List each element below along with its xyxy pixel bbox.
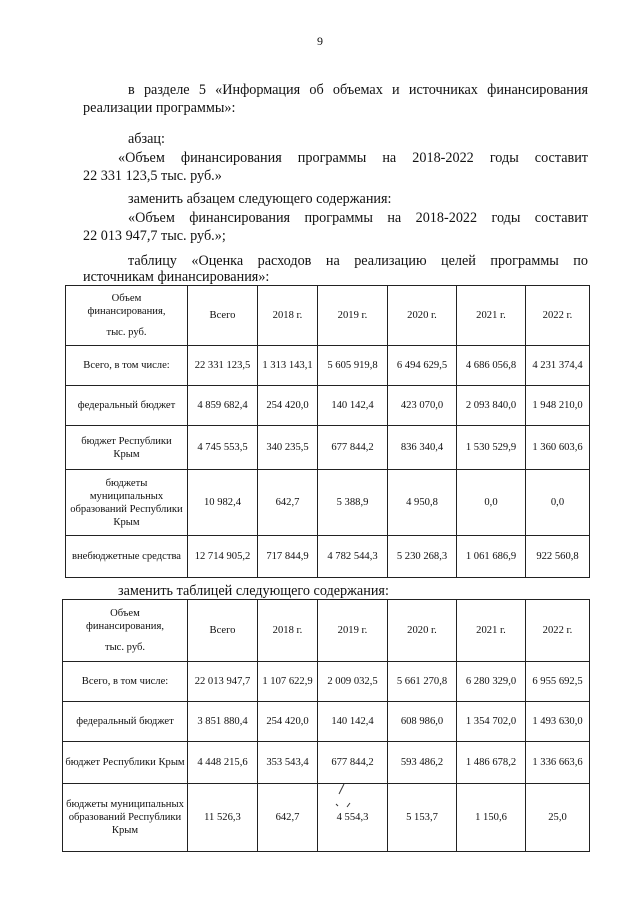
table-cell: 4 554,3 — [318, 784, 388, 852]
replace-table-label: заменить таблицей следующего содержания: — [118, 583, 389, 599]
table-cell: 4 782 544,3 — [318, 536, 388, 578]
table-intro-line-2: источникам финансирования»: — [83, 269, 270, 285]
replace-paragraph-label: заменить абзацем следующего содержания: — [128, 191, 392, 207]
new-table-header-row — [63, 600, 590, 662]
table-cell: 5 605 919,8 — [318, 346, 388, 386]
header-volume-line-2: финансирования, — [87, 306, 166, 317]
table-cell: 1 360 603,6 — [526, 426, 590, 470]
table-cell: 254 420,0 — [258, 386, 318, 426]
table-cell: 2 009 032,5 — [318, 662, 388, 702]
table-cell: 4 686 056,8 — [457, 346, 526, 386]
table-cell: 11 526,3 — [188, 784, 258, 852]
table-cell: 717 844,9 — [258, 536, 318, 578]
old-table-wrap — [65, 285, 590, 578]
table-cell: 836 340,4 — [388, 426, 457, 470]
header-2019: 2019 г. — [318, 600, 388, 662]
table-cell: 6 494 629,5 — [388, 346, 457, 386]
table-cell: 22 013 947,7 — [188, 662, 258, 702]
table-cell: 5 661 270,8 — [388, 662, 457, 702]
table-cell: 1 948 210,0 — [526, 386, 590, 426]
header-total: Всего — [188, 286, 258, 346]
table-row — [66, 386, 590, 426]
row-label: федеральный бюджет — [63, 702, 188, 742]
table-cell: 1 313 143,1 — [258, 346, 318, 386]
intro-line-2: реализации программы»: — [83, 100, 236, 116]
table-cell: 1 150,6 — [457, 784, 526, 852]
table-cell: 677 844,2 — [318, 426, 388, 470]
row-label: федеральный бюджет — [66, 386, 188, 426]
table-cell: 2 093 840,0 — [457, 386, 526, 426]
row-label: внебюджетные средства — [66, 536, 188, 578]
table-row — [66, 426, 590, 470]
table-cell: 922 560,8 — [526, 536, 590, 578]
table-cell: 5 388,9 — [318, 470, 388, 536]
header-2020: 2020 г. — [388, 600, 457, 662]
table-cell: 1 486 678,2 — [457, 742, 526, 784]
header-volume-cell — [66, 286, 188, 346]
table-cell: 1 107 622,9 — [258, 662, 318, 702]
header-volume-line-3: тыс. руб. — [104, 642, 146, 653]
table-cell: 4 448 215,6 — [188, 742, 258, 784]
table-row — [66, 536, 590, 578]
intro-line-1: в разделе 5 «Информация об объемах и источниках финансирования — [128, 82, 588, 98]
table-cell: 12 714 905,2 — [188, 536, 258, 578]
table-cell: 642,7 — [258, 784, 318, 852]
table-cell: 5 230 268,3 — [388, 536, 457, 578]
table-cell: 254 420,0 — [258, 702, 318, 742]
table-cell: 1 336 663,6 — [526, 742, 590, 784]
header-2020: 2020 г. — [388, 286, 457, 346]
table-cell: 340 235,5 — [258, 426, 318, 470]
header-volume-line-2: финансирования, — [86, 621, 164, 632]
table-row — [66, 346, 590, 386]
pen-mark-icon — [330, 782, 360, 812]
table-cell: 608 986,0 — [388, 702, 457, 742]
table-cell: 4 231 374,4 — [526, 346, 590, 386]
table-row — [63, 784, 590, 852]
abzac-label: абзац: — [128, 131, 165, 147]
old-financing-table — [65, 285, 590, 578]
header-2022: 2022 г. — [526, 600, 590, 662]
header-2018: 2018 г. — [258, 600, 318, 662]
table-cell: 22 331 123,5 — [188, 346, 258, 386]
page-number: 9 — [317, 34, 323, 48]
row-label: бюджеты муниципальных образований Республики Крым — [66, 470, 188, 536]
row-label: Всего, в том числе: — [63, 662, 188, 702]
table-cell: 353 543,4 — [258, 742, 318, 784]
table-cell: 1 061 686,9 — [457, 536, 526, 578]
table-cell: 3 851 880,4 — [188, 702, 258, 742]
header-volume-line-1: Объем — [110, 608, 140, 619]
table-cell: 423 070,0 — [388, 386, 457, 426]
header-2022: 2022 г. — [526, 286, 590, 346]
table-row — [66, 470, 590, 536]
table-cell: 4 859 682,4 — [188, 386, 258, 426]
table-cell: 5 153,7 — [388, 784, 457, 852]
old-paragraph-line-1: «Объем финансирования программы на 2018-2022 годы составит — [118, 150, 588, 166]
header-2018: 2018 г. — [258, 286, 318, 346]
row-label: бюджет Республики Крым — [63, 742, 188, 784]
table-row — [63, 662, 590, 702]
table-cell: 4 950,8 — [388, 470, 457, 536]
header-2019: 2019 г. — [318, 286, 388, 346]
header-volume-line-1: Объем — [111, 293, 142, 304]
table-cell: 677 844,2 — [318, 742, 388, 784]
header-volume-cell — [63, 600, 188, 662]
table-row — [63, 742, 590, 784]
table-cell: 6 955 692,5 — [526, 662, 590, 702]
table-cell: 4 745 553,5 — [188, 426, 258, 470]
table-cell: 25,0 — [526, 784, 590, 852]
table-cell: 0,0 — [526, 470, 590, 536]
table-cell: 1 530 529,9 — [457, 426, 526, 470]
old-table-header-row — [66, 286, 590, 346]
new-financing-table — [62, 599, 590, 852]
table-cell: 140 142,4 — [318, 702, 388, 742]
table-cell: 10 982,4 — [188, 470, 258, 536]
row-label: бюджеты муниципальных образований Республики Крым — [63, 784, 188, 852]
new-paragraph-line-2: 22 013 947,7 тыс. руб.»; — [83, 228, 226, 244]
table-cell: 0,0 — [457, 470, 526, 536]
header-2021: 2021 г. — [457, 600, 526, 662]
header-2021: 2021 г. — [457, 286, 526, 346]
row-label: Всего, в том числе: — [66, 346, 188, 386]
table-cell: 140 142,4 — [318, 386, 388, 426]
table-cell: 1 354 702,0 — [457, 702, 526, 742]
table-cell: 642,7 — [258, 470, 318, 536]
header-volume-line-3: тыс. руб. — [106, 327, 147, 338]
table-cell: 593 486,2 — [388, 742, 457, 784]
old-paragraph-line-2: 22 331 123,5 тыс. руб.» — [83, 168, 222, 184]
table-cell: 6 280 329,0 — [457, 662, 526, 702]
new-table-wrap — [62, 599, 590, 852]
table-cell: 1 493 630,0 — [526, 702, 590, 742]
new-paragraph-line-1: «Объем финансирования программы на 2018-2022 годы составит — [128, 210, 588, 226]
table-row — [63, 702, 590, 742]
table-intro-line-1: таблицу «Оценка расходов на реализацию целей программы по — [128, 253, 588, 269]
row-label: бюджет Республики Крым — [66, 426, 188, 470]
header-total: Всего — [188, 600, 258, 662]
